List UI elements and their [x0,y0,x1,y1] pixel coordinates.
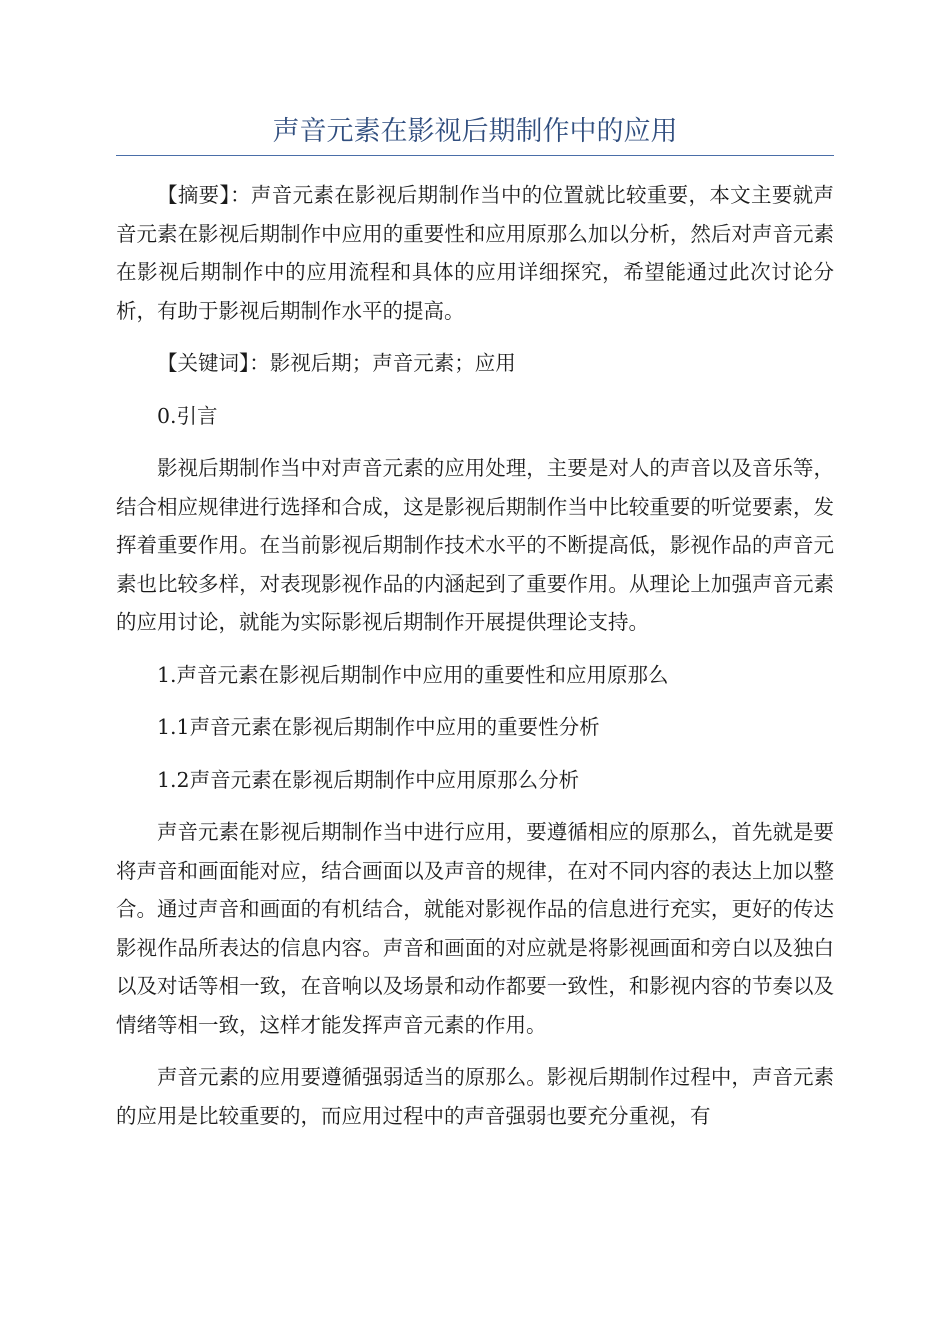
section-heading-intro: 0.引言 [157,403,218,428]
section-heading-1: 1.声音元素在影视后期制作中应用的重要性和应用原那么 [157,662,669,687]
section-heading-1-2: 1.2声音元素在影视后期制作中应用原那么分析 [157,767,580,792]
section-1-2-paragraph-2: 声音元素的应用要遵循强弱适当的原那么。影视后期制作过程中，声音元素的应用是比较重要的，而应用过程中的声音强弱也要充分重视，有 [116,1065,834,1128]
abstract-paragraph: 【摘要】：声音元素在影视后期制作当中的位置就比较重要，本文主要就声音元素在影视后期制作中应用的重要性和应用原那么加以分析，然后对声音元素在影视后期制作中的应用流程和具体的应用详细探究，希望能通过此次讨论分析，有助于影视后期制作水平的提高。 [116,183,834,323]
intro-paragraph: 影视后期制作当中对声音元素的应用处理，主要是对人的声音以及音乐等，结合相应规律进行选择和合成，这是影视后期制作当中比较重要的听觉要素，发挥着重要作用。在当前影视后期制作技术水平的不断提高低，影视作品的声音元素也比较多样，对表现影视作品的内涵起到了重要作用。从理论上加强声音元素的应用讨论，就能为实际影视后期制作开展提供理论支持。 [116,456,834,634]
keywords-line: 【关键词】：影视后期；声音元素；应用 [157,351,516,375]
section-1-2-paragraph-1: 声音元素在影视后期制作当中进行应用，要遵循相应的原那么，首先就是要将声音和画面能对应，结合画面以及声音的规律，在对不同内容的表达上加以整合。通过声音和画面的有机结合，就能对影视作品的信息进行充实，更好的传达影视作品所表达的信息内容。声音和画面的对应就是将影视画面和旁白以及独白以及对话等相一致，在音响以及场景和动作都要一致性，和影视内容的节奏以及情绪等相一致，这样才能发挥声音元素的作用。 [116,820,834,1037]
title-underline [116,155,834,156]
document-title: 声音元素在影视后期制作中的应用 [272,116,678,147]
document-body [116,176,834,1135]
section-heading-1-1: 1.1声音元素在影视后期制作中应用的重要性分析 [157,715,600,739]
